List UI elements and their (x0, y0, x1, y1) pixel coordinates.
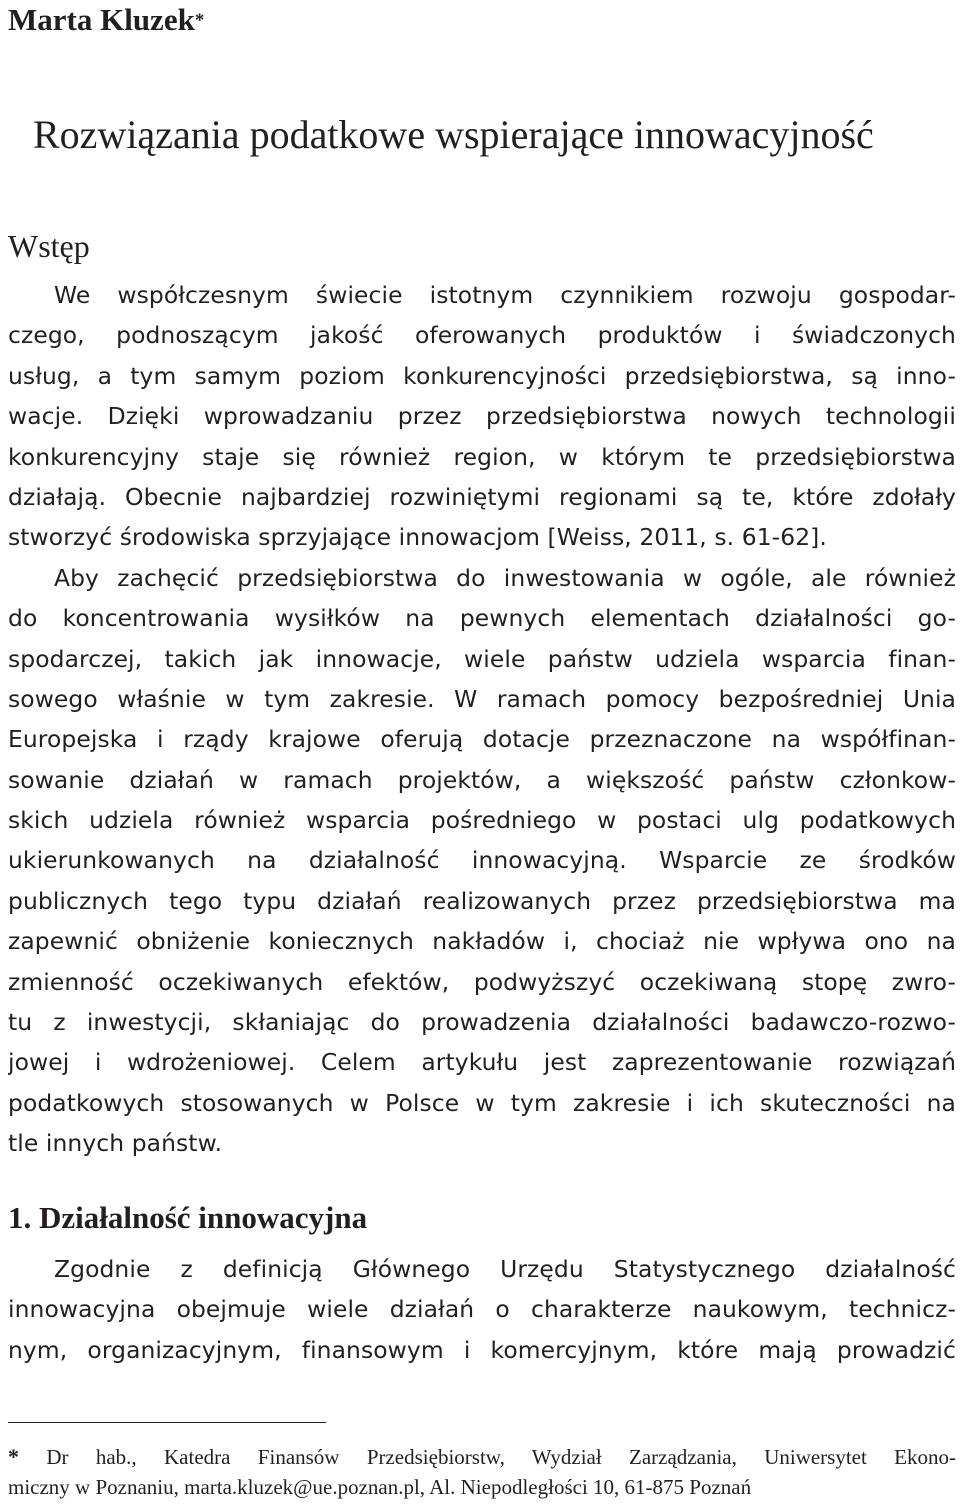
intro-line: jowej i wdrożeniowej. Celem artykułu jest zaprezentowanie rozwiązań (8, 1048, 956, 1077)
intro-line: zmienność oczekiwanych efektów, podwyższyć oczekiwaną stopę zwro- (8, 967, 956, 996)
intro-line: tle innych państw. (8, 1129, 223, 1158)
article-title: Rozwiązania podatkowe wspierające innowacyjność (33, 112, 874, 157)
intro-line: ukierunkowanych na działalność innowacyjną. Wsparcie ze środków (8, 846, 956, 875)
intro-line: wacje. Dzięki wprowadzaniu przez przedsiębiorstwa nowych technologii (8, 402, 956, 431)
intro-body (8, 275, 956, 1164)
intro-line: sowego właśnie w tym zakresie. W ramach pomocy bezpośredniej Unia (8, 684, 956, 713)
footnote (8, 1442, 956, 1502)
intro-line: publicznych tego typu działań realizowanych przez przedsiębiorstwa ma (8, 886, 956, 915)
intro-line: skich udziela również wsparcia pośredniego w postaci ulg podatkowych (8, 806, 956, 835)
intro-line: spodarczej, takich jak innowacje, wiele państw udziela wsparcia finan- (8, 644, 956, 673)
intro-line: Europejska i rządy krajowe oferują dotacje przeznaczone na współfinan- (8, 725, 956, 754)
intro-line: stworzyć środowiska sprzyjające innowacjom [Weiss, 2011, s. 61-62]. (8, 523, 827, 552)
section-body (8, 1249, 956, 1370)
intro-line: działają. Obecnie najbardziej rozwiniętymi regionami są te, które zdołały (8, 482, 956, 511)
section-heading: 1. Działalność innowacyjna (8, 1200, 368, 1235)
footnote-line (8, 1442, 956, 1472)
author-name (8, 2, 204, 43)
intro-line: podatkowych stosowanych w Polsce w tym zakresie i ich skuteczności na (8, 1088, 956, 1117)
intro-line: usług, a tym samym poziom konkurencyjności przedsiębiorstwa, są inno- (8, 361, 956, 390)
footnote-divider (8, 1422, 326, 1423)
intro-line: do koncentrowania wysiłków na pewnych elementach działalności go- (8, 604, 956, 633)
intro-line: We współczesnym świecie istotnym czynnikiem rozwoju gospodar- (54, 281, 956, 309)
intro-heading: Wstęp (8, 228, 90, 264)
section-line: nym, organizacyjnym, finansowym i komercyjnym, które mają prowadzić (8, 1335, 956, 1364)
author-name-text: Marta Kluzek (8, 2, 195, 37)
intro-line: sowanie działań w ramach projektów, a większość państw członkow- (8, 765, 956, 794)
intro-line: tu z inwestycji, skłaniając do prowadzenia działalności badawczo-rozwo- (8, 1008, 956, 1037)
author-footnote-mark: * (194, 10, 205, 31)
footnote-mark: * (8, 1444, 19, 1469)
footnote-line-text: Dr hab., Katedra Finansów Przedsiębiorstw, Wydział Zarządzania, Uniwersytet Ekono- (19, 1445, 956, 1469)
section-line: innowacyjna obejmuje wiele działań o charakterze naukowym, technicz- (8, 1295, 956, 1324)
intro-line: czego, podnoszącym jakość oferowanych produktów i świadczonych (8, 321, 956, 350)
footnote-line: miczny w Poznaniu, marta.kluzek@ue.poznan.pl, Al. Niepodległości 10, 61-875 Poznań (8, 1475, 752, 1499)
intro-line: konkurencyjny staje się również region, w którym te przedsiębiorstwa (8, 442, 956, 471)
intro-line: Aby zachęcić przedsiębiorstwa do inwestowania w ogóle, ale również (54, 563, 956, 592)
section-line: Zgodnie z definicją Głównego Urzędu Statystycznego działalność (54, 1255, 956, 1283)
intro-line: zapewnić obniżenie koniecznych nakładów i, chociaż nie wpływa ono na (8, 927, 956, 956)
